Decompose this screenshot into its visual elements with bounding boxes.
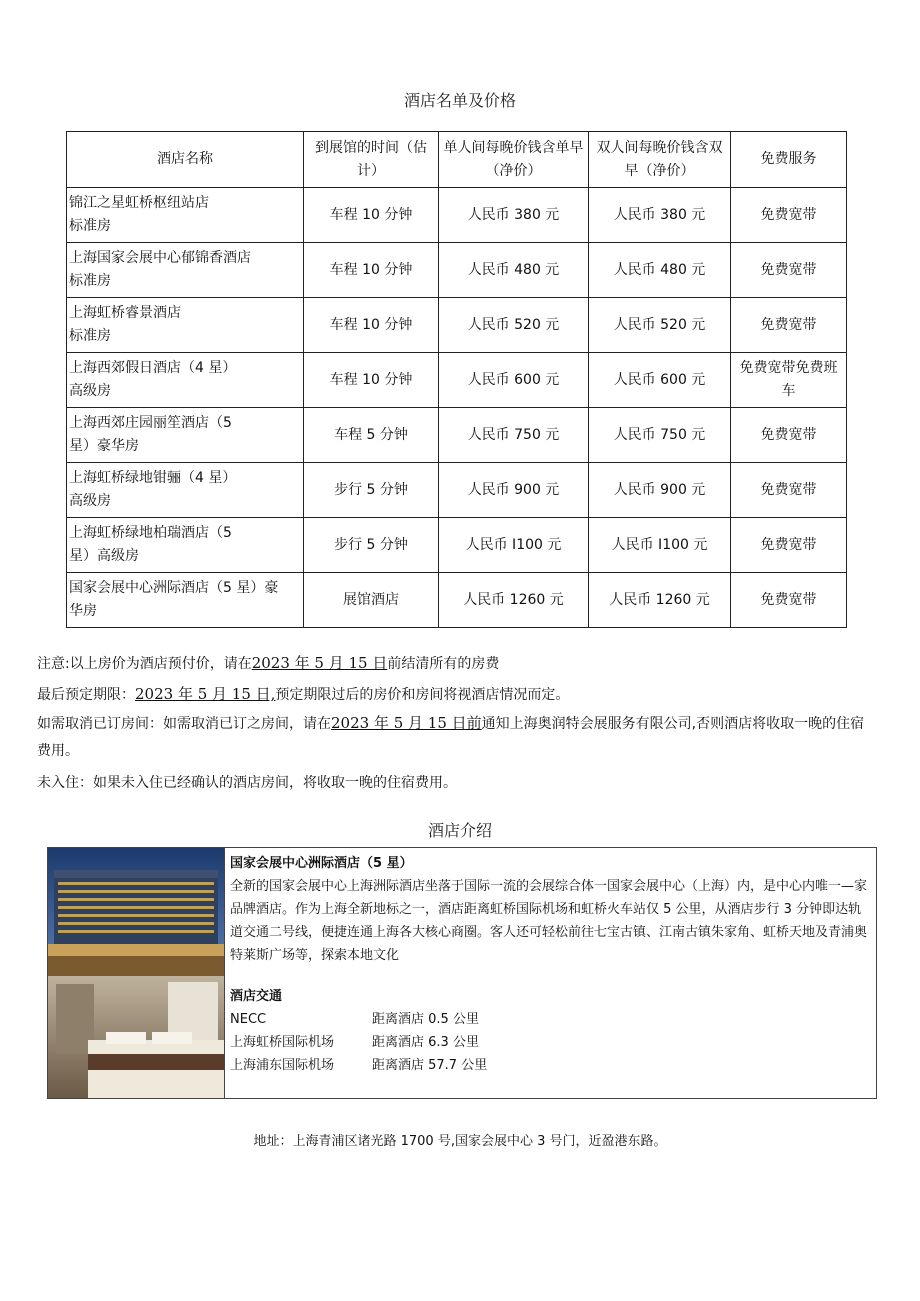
time-cell: 车程 10 分钟: [304, 243, 439, 298]
double-price-cell: 人民币 520 元: [589, 298, 731, 353]
double-price-cell: 人民币 I100 元: [589, 518, 731, 573]
transport-title: 酒店交通: [230, 989, 283, 1004]
double-price-cell: 人民币 600 元: [589, 353, 731, 408]
col-header-free-service: 免费服务: [731, 132, 847, 188]
time-cell: 步行 5 分钟: [304, 463, 439, 518]
service-cell: 免费宽带免费班车: [731, 353, 847, 408]
hotel-name-line: 上海虹桥睿景酒店: [69, 305, 181, 321]
double-price-cell: 人民币 380 元: [589, 188, 731, 243]
hotel-photo: [48, 848, 225, 1098]
note-deadline: 最后预定期限：2023 年 5 月 15 日,预定期限过后的房价和房间将视酒店情况而定。: [37, 685, 570, 703]
service-cell: 免费宽带: [731, 518, 847, 573]
room-type-line: 高级房: [69, 493, 111, 509]
hotel-list-title: 酒店名单及价格: [403, 91, 516, 110]
transport-place: NECC: [230, 1012, 267, 1027]
intro-description: 全新的国家会展中心上海洲际酒店坐落于国际一流的会展综合体一国家会展中心（上海）内，是中心内唯一—家品牌酒店。作为上海全新地标之一，酒店距离虹桥国际机场和虹桥火车站仅 5 公里，从酒店步行 3 分钟即达轨道交通二号线，便捷连通上海各大核心商圈。客人还可轻松前往七宝古镇、江南古镇朱家角、虹桥天地及青浦奥特莱斯广场等，探索本地文化: [230, 879, 868, 963]
hotel-name-cell: [67, 188, 304, 243]
service-cell: 免费宽带: [731, 243, 847, 298]
hotel-name-line: 国家会展中心洲际酒店（5 星）豪: [69, 580, 279, 596]
hotel-name-line: 上海西郊庄园丽笙酒店（5: [69, 415, 232, 431]
service-cell: 免费宽带: [731, 408, 847, 463]
room-type-line: 华房: [69, 603, 97, 619]
single-price-cell: 人民币 600 元: [439, 353, 589, 408]
hotel-name-cell: [67, 353, 304, 408]
hotel-name-line: 上海国家会展中心郁锦香酒店: [69, 250, 251, 266]
col-header-double-price: 双人间每晚价钱含双早（净价）: [589, 132, 731, 188]
hotel-intro-text: [230, 852, 872, 1077]
hotel-name-cell: [67, 243, 304, 298]
room-type-line: 星）高级房: [69, 548, 139, 564]
service-cell: 免费宽带: [731, 573, 847, 628]
hotel-price-table: [66, 131, 847, 628]
table-header-row: [67, 132, 847, 188]
room-type-line: 高级房: [69, 383, 111, 399]
time-cell: 车程 10 分钟: [304, 298, 439, 353]
hotel-name-line: 锦江之星虹桥枢纽站店: [69, 195, 209, 211]
hotel-name-cell: [67, 573, 304, 628]
double-price-cell: 人民币 480 元: [589, 243, 731, 298]
hotel-name-line: 上海虹桥绿地柏瑞酒店（5: [69, 525, 232, 541]
table-row: [67, 518, 847, 573]
room-type-line: 标准房: [69, 273, 111, 289]
single-price-cell: 人民币 520 元: [439, 298, 589, 353]
single-price-cell: 人民币 I100 元: [439, 518, 589, 573]
col-header-single-price: 单人间每晚价钱含单早（净价）: [439, 132, 589, 188]
hotel-intro-title: 酒店介绍: [427, 821, 492, 840]
service-cell: 免费宽带: [731, 188, 847, 243]
transport-row: [230, 1031, 872, 1054]
time-cell: 车程 10 分钟: [304, 353, 439, 408]
hotel-address: 地址：上海青浦区诸光路 1700 号,国家会展中心 3 号门，近盈港东路。: [253, 1134, 667, 1149]
single-price-cell: 人民币 900 元: [439, 463, 589, 518]
transport-distance: 距离酒店 0.5 公里: [372, 1012, 479, 1027]
single-price-cell: 人民币 380 元: [439, 188, 589, 243]
double-price-cell: 人民币 750 元: [589, 408, 731, 463]
table-row: [67, 463, 847, 518]
transport-distance: 距离酒店 57.7 公里: [372, 1058, 488, 1073]
table-row: [67, 188, 847, 243]
time-cell: 步行 5 分钟: [304, 518, 439, 573]
double-price-cell: 人民币 1260 元: [589, 573, 731, 628]
table-row: [67, 353, 847, 408]
time-cell: 车程 5 分钟: [304, 408, 439, 463]
single-price-cell: 人民币 750 元: [439, 408, 589, 463]
transport-place: 上海虹桥国际机场: [230, 1035, 335, 1050]
room-type-line: 星）豪华房: [69, 438, 139, 454]
table-row: [67, 298, 847, 353]
table-row: [67, 573, 847, 628]
hotel-name-cell: [67, 463, 304, 518]
transport-row: [230, 1054, 872, 1077]
booking-notes: [37, 648, 877, 798]
room-type-line: 标准房: [69, 218, 111, 234]
transport-place: 上海浦东国际机场: [230, 1058, 335, 1073]
service-cell: 免费宽带: [731, 298, 847, 353]
room-type-line: 标准房: [69, 328, 111, 344]
single-price-cell: 人民币 480 元: [439, 243, 589, 298]
intro-hotel-name: 国家会展中心洲际酒店（5 星）: [230, 856, 413, 871]
hotel-name-cell: [67, 298, 304, 353]
hotel-name-line: 上海虹桥绿地钳骊（4 星）: [69, 470, 237, 486]
transport-distance: 距离酒店 6.3 公里: [372, 1035, 479, 1050]
double-price-cell: 人民币 900 元: [589, 463, 731, 518]
table-row: [67, 408, 847, 463]
note-cancellation: 如需取消已订房间：如需取消已订之房间，请在2023 年 5 月 15 日前通知上海奥润特会展服务有限公司,否则酒店将收取一晚的住宿费用。: [37, 714, 865, 759]
transport-row: [230, 1008, 872, 1031]
col-header-hotel-name: 酒店名称: [67, 132, 304, 188]
note-no-show: 未入住：如果未入住已经确认的酒店房间，将收取一晚的住宿费用。: [37, 775, 457, 791]
hotel-intro-box: [47, 847, 877, 1099]
table-row: [67, 243, 847, 298]
time-cell: 车程 10 分钟: [304, 188, 439, 243]
service-cell: 免费宽带: [731, 463, 847, 518]
col-header-time: 到展馆的时间（估计）: [304, 132, 439, 188]
time-cell: 展馆酒店: [304, 573, 439, 628]
single-price-cell: 人民币 1260 元: [439, 573, 589, 628]
hotel-name-cell: [67, 408, 304, 463]
hotel-name-line: 上海西郊假日酒店（4 星）: [69, 360, 237, 376]
hotel-name-cell: [67, 518, 304, 573]
note-prepay: 注意:以上房价为酒店预付价，请在2023 年 5 月 15 日前结清所有的房费: [37, 654, 500, 672]
